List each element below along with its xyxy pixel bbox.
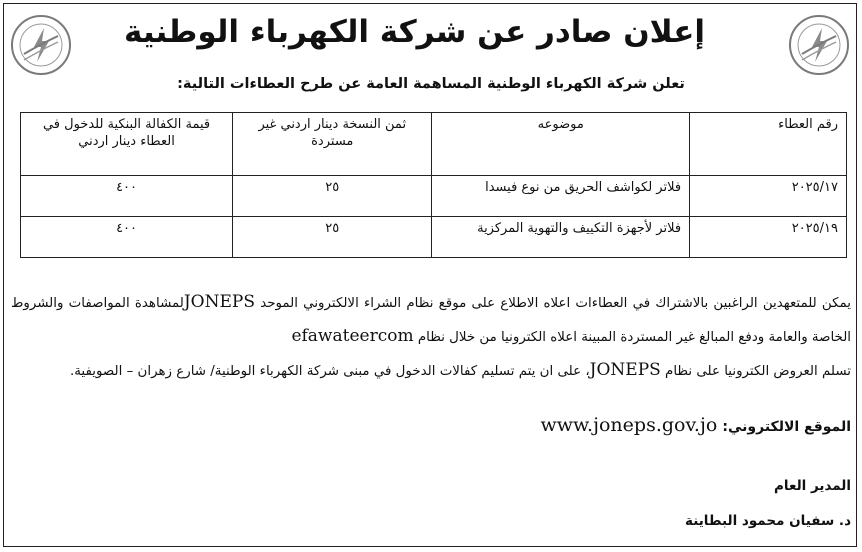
cell-bank-guarantee: ٤٠٠ — [21, 176, 233, 217]
header-bank-guarantee: قيمة الكفالة البنكية للدخول في العطاء دينار اردني — [21, 113, 233, 176]
header-subject: موضوعه — [432, 113, 690, 176]
body-paragraph-1 — [11, 286, 851, 354]
signature-name: د. سفيان محمود البطاينة — [685, 513, 851, 529]
cell-copy-price: ٢٥ — [233, 176, 432, 217]
table-header-row — [21, 113, 847, 176]
body-p1-text-b: لمشاهدة المواصفات والشروط الخاصة والعامة ودفع المبالغ غير المستردة المبينة اعلاه الكترونيا من خلال نظام — [11, 296, 851, 345]
announcement-subtitle: تعلن شركة الكهرباء الوطنية المساهمة العامة عن طرح العطاءات التالية: — [177, 76, 685, 92]
tenders-table — [20, 112, 847, 258]
body-p2-text-a: تسلم العروض الكترونيا على نظام — [665, 364, 851, 379]
cell-copy-price: ٢٥ — [233, 217, 432, 258]
cell-bank-guarantee: ٤٠٠ — [21, 217, 233, 258]
table-row — [21, 176, 847, 217]
website-row — [11, 414, 851, 436]
cell-tender-number: ٢٠٢٥/١٩ — [690, 217, 847, 258]
nepco-logo — [788, 14, 850, 76]
nepco-logo — [10, 14, 72, 76]
website-link[interactable]: www.joneps.gov.jo — [540, 414, 718, 436]
header-tender-number: رقم العطاء — [690, 113, 847, 176]
efawateercom-term: efawateercom — [291, 326, 414, 346]
announcement-title: إعلان صادر عن شركة الكهرباء الوطنية — [124, 14, 705, 50]
table-row — [21, 217, 847, 258]
announcement-body — [11, 286, 851, 388]
signature-title: المدير العام — [774, 478, 851, 494]
body-paragraph-2 — [11, 354, 851, 388]
cell-subject: فلاتر لأجهزة التكييف والتهوية المركزية — [432, 217, 690, 258]
body-p2-text-b: ، على ان يتم تسليم كفالات الدخول في مبنى شركة الكهرباء الوطنية/ شارع زهران – الصويفية. — [70, 364, 590, 379]
cell-tender-number: ٢٠٢٥/١٧ — [690, 176, 847, 217]
joneps-term: JONEPS — [183, 292, 255, 312]
website-label: الموقع الالكتروني: — [722, 419, 851, 435]
header-copy-price: ثمن النسخة دينار اردني غير مستردة — [233, 113, 432, 176]
body-p1-text-a: يمكن للمتعهدين الراغبين بالاشتراك في العطاءات اعلاه الاطلاع على موقع نظام الشراء الالكتروني الموحد — [260, 296, 851, 311]
joneps-term: JONEPS — [589, 360, 661, 380]
cell-subject: فلاتر لكواشف الحريق من نوع فيسدا — [432, 176, 690, 217]
